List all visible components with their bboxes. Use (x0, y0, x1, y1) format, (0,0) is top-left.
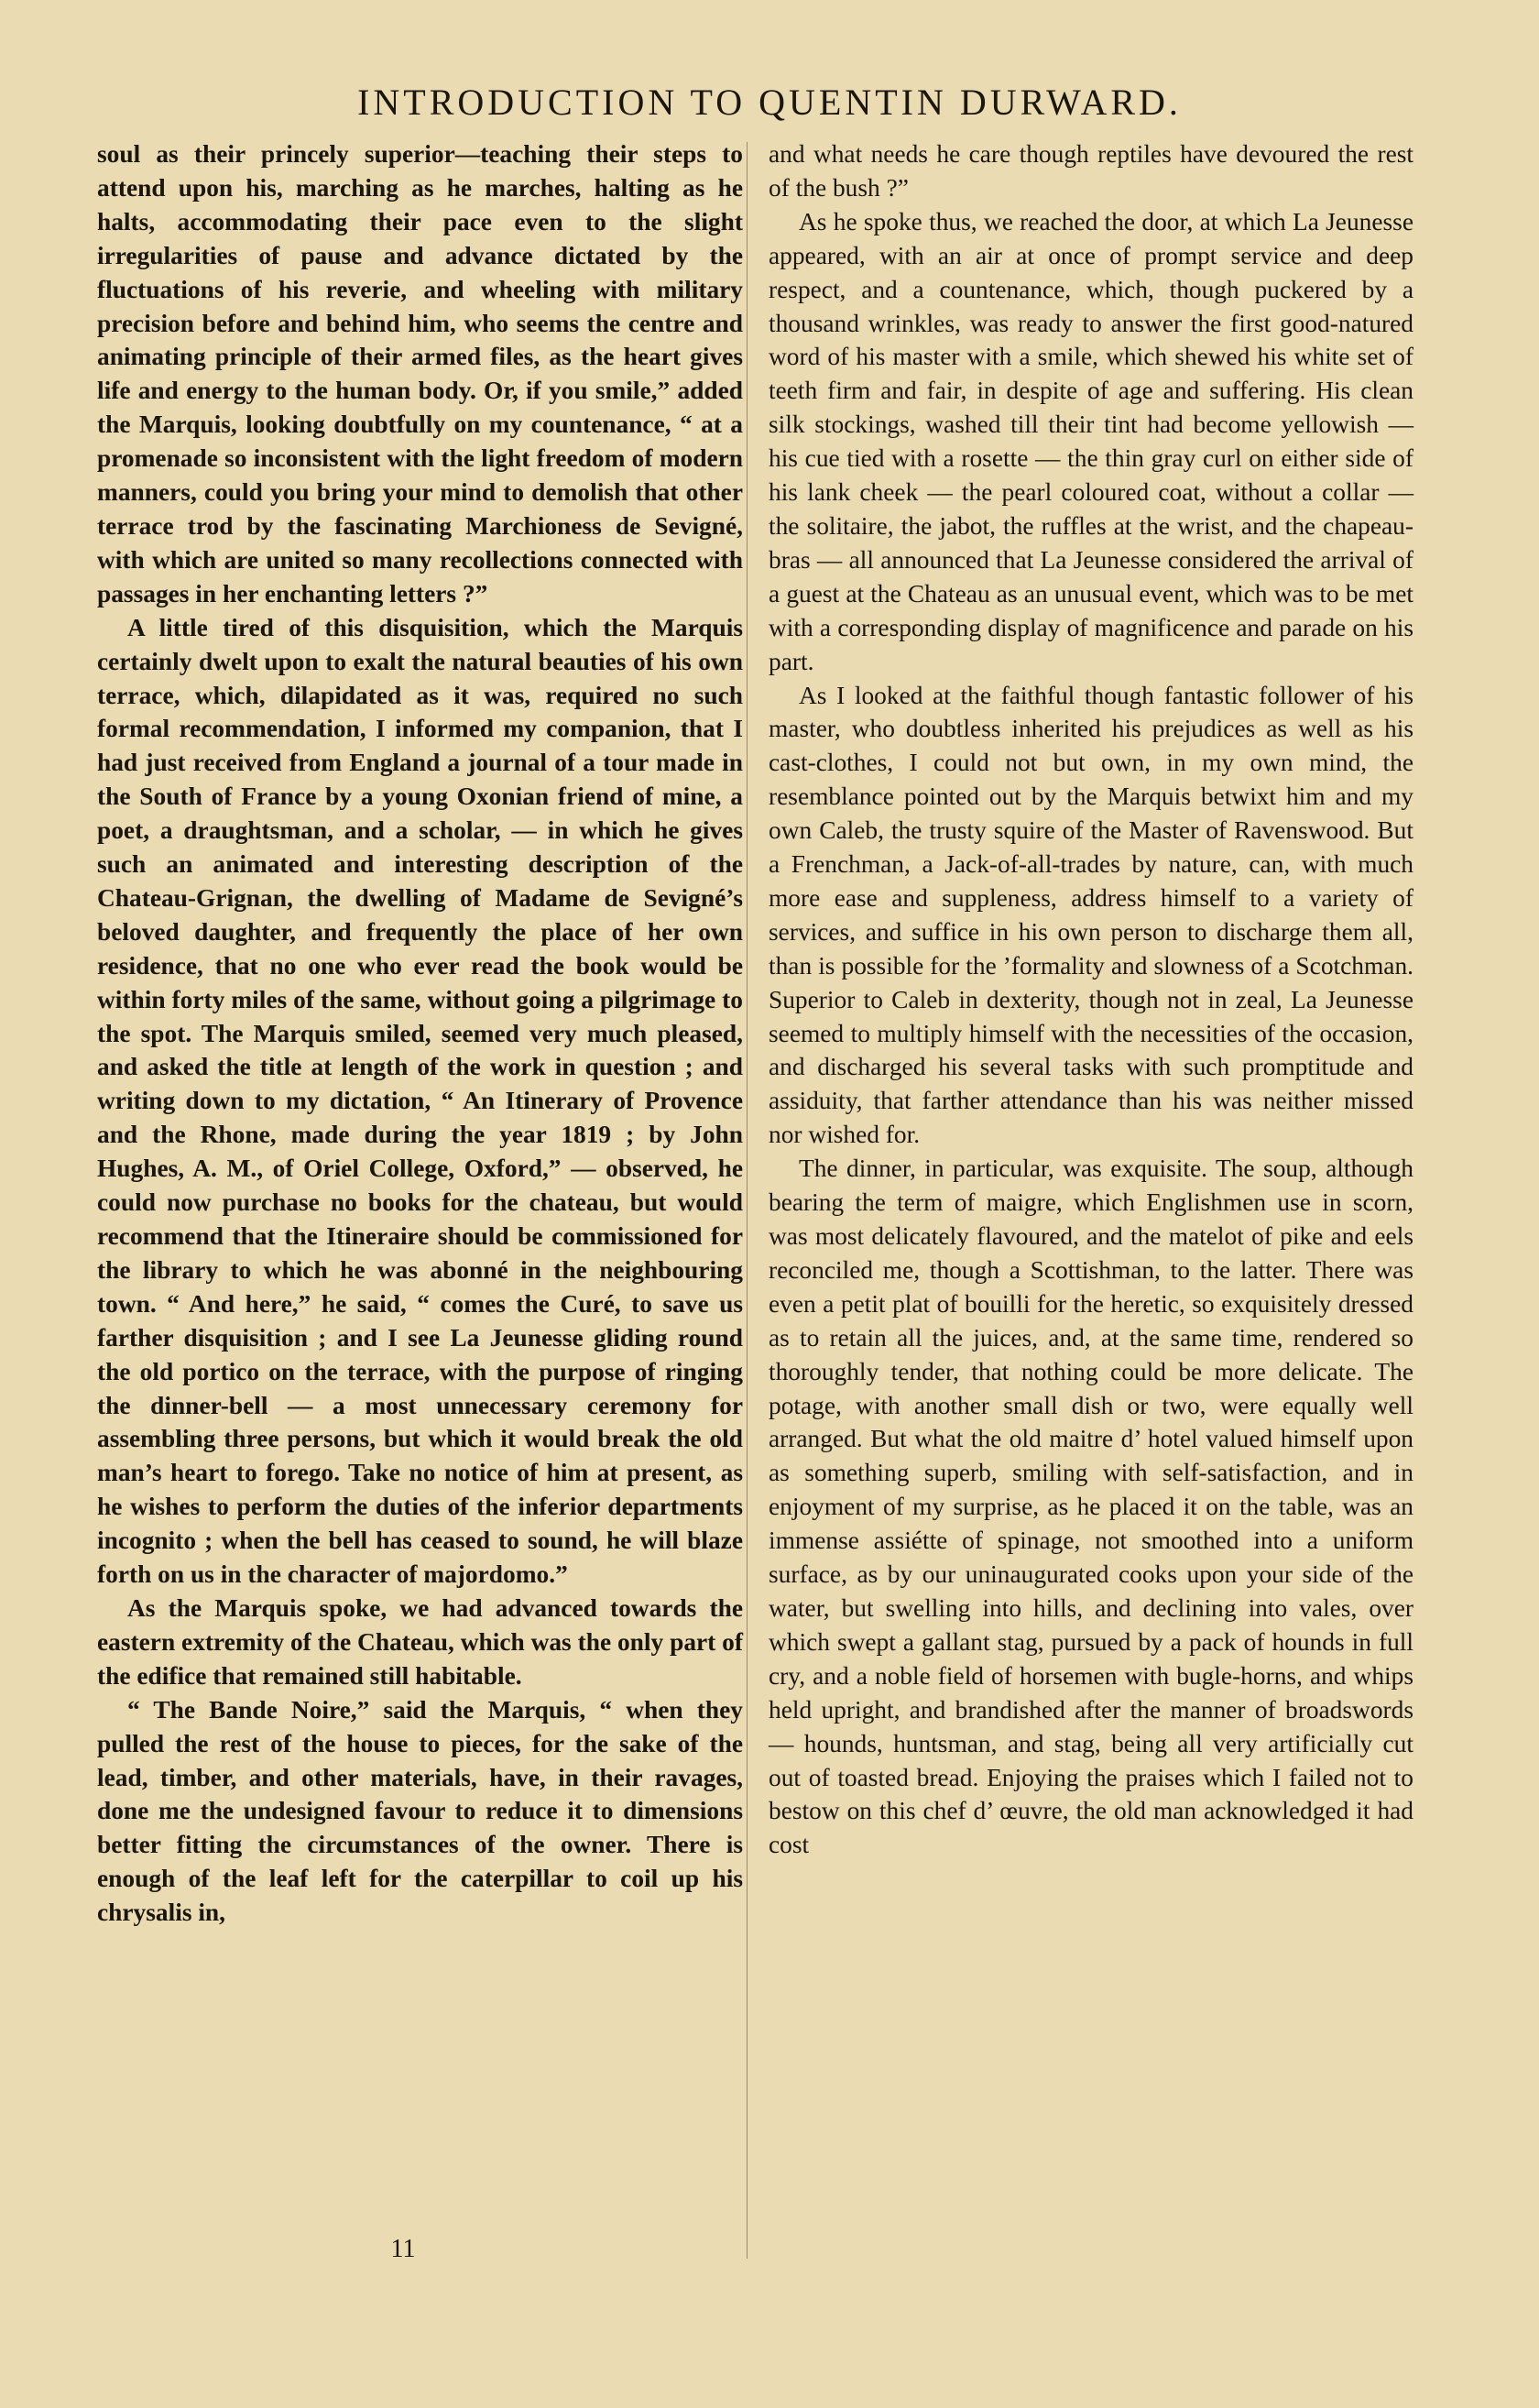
right-column (769, 137, 1413, 1862)
paragraph: The dinner, in particular, was exquisite. The soup, although bearing the term of maigre, which Englishmen use in scorn, was most delicately flavoured, and the matelot of pike and eels reconciled me, though a Scottishman, to the latter. There was even a petit plat of bouilli for the heretic, so exquisitely dressed as to retain all the juices, and, at the same time, rendered so thoroughly tender, that nothing could be more delicate. The potage, with another small dish or two, were equally well arranged. But what the old maitre d’ hotel valued himself upon as something superb, smiling with self-satisfaction, and in enjoyment of my surprise, as he placed it on the table, was an immense assiétte of spinage, not smoothed into a uniform surface, as by our uninaugurated cooks upon your side of the water, but swelling into hills, and declining into vales, over which swept a gallant stag, pursued by a pack of hounds in full cry, and a noble field of horsemen with bugle-horns, and whips held upright, and brandished after the manner of broadswords — hounds, huntsman, and stag, being all very artificially cut out of toasted bread. Enjoying the praises which I failed not to bestow on this chef d’ œuvre, the old man acknowledged it had cost (769, 1155, 1413, 1859)
paragraph: “ The Bande Noire,” said the Marquis, “ when they pulled the rest of the house to pieces, for the sake of the lead, timber, and other materials, have, in their ravages, done me the undesigned favour to reduce it to dimensions better fitting the circumstances of the owner. There is enough of the leaf left for the caterpillar to coil up his chrysalis in, (97, 1695, 743, 1927)
page-title: INTRODUCTION TO QUENTIN DURWARD. (357, 82, 1182, 123)
paragraph: As he spoke thus, we reached the door, at which La Jeunesse appeared, with an air at once of prompt service and deep respect, and a countenance, which, though puckered by a thousand wrinkles, was ready to answer the first good-natured word of his master with a smile, which shewed his white set of teeth firm and fair, in despite of age and suffering. His clean silk stockings, washed till their tint had become yellowish — his cue tied with a rosette — the thin gray curl on either side of his lank cheek — the pearl coloured coat, without a collar — the solitaire, the jabot, the ruffles at the wrist, and the chapeau-bras — all announced that La Jeunesse considered the arrival of a guest at the Chateau as an unusual event, which was to be met with a corresponding display of magnificence and parade on his part. (769, 207, 1413, 675)
paragraph: As the Marquis spoke, we had advanced towards the eastern extremity of the Chateau, which was the only part of the edifice that remained still habitable. (97, 1593, 743, 1690)
paragraph: As I looked at the faithful though fantastic follower of his master, who doubtless inherited his prejudices as well as his cast-clothes, I could not but own, in my own mind, the resemblance pointed out by the Marquis betwixt him and my own Caleb, the trusty squire of the Master of Ravenswood. But a Frenchman, a Jack-of-all-trades by nature, can, with much more ease and suppleness, address himself to a variety of services, and suffice in his own person to discharge them all, than is possible for the ’formality and slowness of a Scotchman. Superior to Caleb in dexterity, though not in zeal, La Jeunesse seemed to multiply himself with the necessities of the occasion, and discharged his several tasks with such promptitude and assiduity, that farther attendance than his was neither missed nor wished for. (769, 681, 1413, 1149)
paragraph: and what needs he care though reptiles have devoured the rest of the bush ?” (769, 140, 1413, 202)
left-column (97, 137, 743, 1930)
paragraph: A little tired of this disquisition, which the Marquis certainly dwelt upon to exalt the natural beauties of his own terrace, which, dilapidated as it was, required no such formal recommendation, I informed my companion, that I had just received from England a journal of a tour made in the South of France by a young Oxonian friend of mine, a poet, a draughtsman, and a scholar, — in which he gives such an animated and interesting description of the Chateau-Grignan, the dwelling of Madame de Sevigné’s beloved daughter, and frequently the place of her own residence, that no one who ever read the book would be within forty miles of the same, without going a pilgrimage to the spot. The Marquis smiled, seemed very much pleased, and asked the title at length of the work in question ; and writing down to my dictation, “ An Itinerary of Provence and the Rhone, made during the year 1819 ; by John Hughes, A. M., of Oriel College, Oxford,” — observed, he could now purchase no books for the chateau, but would recommend that the Itineraire should be commissioned for the library to which he was abonné in the neighbouring town. “ And here,” he said, “ comes the Curé, to save us farther disquisition ; and I see La Jeunesse gliding round the old portico on the terrace, with the purpose of ringing the dinner-bell — a most unnecessary ceremony for assembling three persons, but which it would break the old man’s heart to forego. Take no notice of him at present, as he wishes to perform the duties of the inferior departments incognito ; when the bell has ceased to sound, he will blaze forth on us in the character of majordomo.” (97, 613, 743, 1589)
paragraph: soul as their princely superior—teaching their steps to attend upon his, marching as he marches, halting as he halts, accommodating their pace even to the slight irregularities of pause and advance dictated by the fluctuations of his reverie, and wheeling with military precision before and behind him, who seems the centre and animating principle of their armed files, as the heart gives life and energy to the human body. Or, if you smile,” added the Marquis, looking doubtfully on my countenance, “ at a promenade so inconsistent with the light freedom of modern manners, could you bring your mind to demolish that other terrace trod by the fascinating Marchioness de Sevigné, with which are united so many recollections connected with passages in her enchanting letters ?” (97, 140, 743, 607)
column-divider (747, 142, 748, 2259)
page-number: 11 (390, 2235, 416, 2263)
